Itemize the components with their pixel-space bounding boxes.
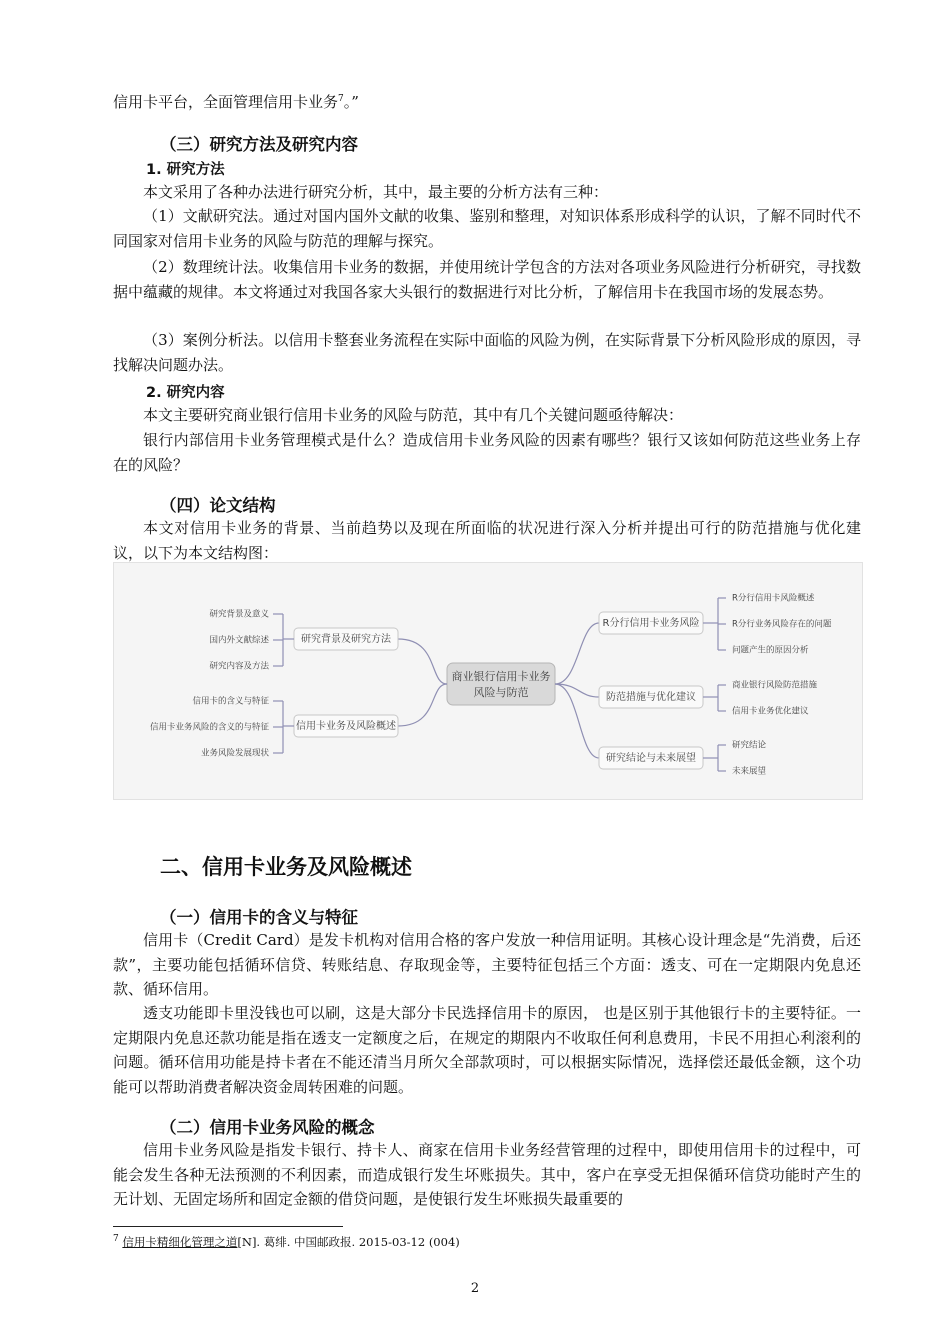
page-number: 2 <box>470 1281 480 1296</box>
paragraph-structure: 本文对信用卡业务的背景、当前趋势以及现在所面临的状况进行深入分析并提出可行的防范措施与优化建议，以下为本文结构图： <box>113 519 861 562</box>
intro-text: 信用卡平台，全面管理信用卡业务 <box>113 93 339 111</box>
paragraph-method-2: （2）数理统计法。收集信用卡业务的数据，并使用统计学包含的方法对各项业务风险进行分析研究，寻找数据中蕴藏的规律。本文将通过对我国各家大头银行的数据进行对比分析，了解信用卡在我国市场的发展态势。 <box>113 258 861 301</box>
subsection-2-heading: 2. 研究内容 <box>146 385 225 401</box>
mindmap-link-left <box>398 684 447 726</box>
footnote-number: 7 <box>113 1234 119 1245</box>
intro-paragraph <box>113 90 861 115</box>
footnote <box>113 1234 460 1250</box>
paragraph-credit-card-features: 透支功能即卡里没钱也可以刷，这是大部分卡民选择信用卡的原因， 也是区别于其他银行卡的主要特征。一定期限内免息还款功能是指在透支一定额度之后，在规定的期限内不收取任何利息费用，卡民不用担心利滚利的问题。循环信用功能是持卡者在不能还清当月所欠全部款项时，可以根据实际情况，选择偿还最低金额，这个功能可以帮助消费者解决资金周转困难的问题。 <box>113 1004 861 1096</box>
structure-mindmap <box>113 562 863 800</box>
section-2-1-heading: （一）信用卡的含义与特征 <box>160 908 358 927</box>
paragraph-methods-intro: 本文采用了各种办法进行研究分析，其中，最主要的分析方法有三种： <box>143 183 609 201</box>
mindmap-canvas <box>114 563 864 801</box>
paragraph-method-3: （3）案例分析法。以信用卡整套业务流程在实际中面临的风险为例，在实际背景下分析风险形成的原因，寻找解决问题办法。 <box>113 331 861 374</box>
mindmap-leaf-label: 研究背景及意义 <box>209 609 269 620</box>
mindmap-leaf-label: R分行信用卡风险概述 <box>732 593 815 604</box>
footnote-citation: [N]. 葛绯. 中国邮政报. 2015-03-12 (004) <box>237 1235 460 1249</box>
mindmap-leaf-label: 信用卡业务优化建议 <box>732 706 809 717</box>
mindmap-leaf-label: 国内外文献综述 <box>209 635 269 646</box>
footnote-marker: 7 <box>338 94 344 104</box>
mindmap-leaf-label: 信用卡业务风险的含义的与特征 <box>149 722 269 733</box>
paragraph-content-intro: 本文主要研究商业银行信用卡业务的风险与防范，其中有几个关键问题亟待解决： <box>143 406 684 424</box>
mindmap-center-line2: 风险与防范 <box>473 686 529 699</box>
mindmap-leaf-label: 信用卡的含义与特征 <box>192 696 269 707</box>
footnote-separator <box>113 1226 343 1227</box>
mindmap-branch-label: 防范措施与优化建议 <box>606 692 696 703</box>
chapter-2-heading: 二、信用卡业务及风险概述 <box>160 855 412 879</box>
mindmap-branch-label: 信用卡业务及风险概述 <box>296 721 396 732</box>
mindmap-branch-label: 研究背景及研究方法 <box>301 634 391 645</box>
mindmap-leaf-label: R分行业务风险存在的问题 <box>732 619 832 630</box>
section-3-heading: （三）研究方法及研究内容 <box>160 135 358 154</box>
mindmap-leaf-label: 研究结论 <box>732 740 767 751</box>
footnote-title: 信用卡精细化管理之道 <box>122 1235 238 1249</box>
mindmap-leaf-label: 未来展望 <box>732 766 767 777</box>
mindmap-leaf-label: 研究内容及方法 <box>209 661 269 672</box>
mindmap-link-left <box>398 639 447 684</box>
mindmap-branch-label: R分行信用卡业务风险 <box>602 618 700 629</box>
paragraph-risk-concept: 信用卡业务风险是指发卡银行、持卡人、商家在信用卡业务经营管理的过程中，即使用信用卡的过程中，可能会发生各种无法预测的不利因素，而造成银行发生坏账损失。其中，客户在享受无担保循环信贷功能时产生的无计划、无固定场所和固定金额的借贷问题，是使银行发生坏账损失最重要的 <box>113 1141 861 1208</box>
paragraph-content-questions: 银行内部信用卡业务管理模式是什么？造成信用卡业务风险的因素有哪些？银行又该如何防范这些业务上存在的风险？ <box>113 431 861 474</box>
section-4-heading: （四）论文结构 <box>160 496 276 515</box>
mindmap-center-line1: 商业银行信用卡业务 <box>451 670 551 683</box>
mindmap-leaf-label: 问题产生的原因分析 <box>732 645 809 656</box>
mindmap-leaf-label: 业务风险发展现状 <box>200 748 269 759</box>
paragraph-credit-card-definition: 信用卡（Credit Card）是发卡机构对信用合格的客户发放一种信用证明。其核心设计理念是“先消费，后还款”，主要功能包括循环信贷、转账结息、存取现金等，主要特征包括三个方面：透支、可在一定期限内免息还款、循环信用。 <box>113 931 861 998</box>
mindmap-branch-label: 研究结论与未来展望 <box>606 753 696 764</box>
section-2-2-heading: （二）信用卡业务风险的概念 <box>160 1118 375 1137</box>
mindmap-link-right <box>555 684 599 758</box>
mindmap-link-right <box>555 623 599 684</box>
intro-tail: 。” <box>343 93 359 111</box>
paragraph-method-1: （1）文献研究法。通过对国内国外文献的收集、鉴别和整理，对知识体系形成科学的认识，了解不同时代不同国家对信用卡业务的风险与防范的理解与探究。 <box>113 207 861 250</box>
subsection-1-heading: 1. 研究方法 <box>146 162 225 178</box>
mindmap-leaf-label: 商业银行风险防范措施 <box>732 680 818 691</box>
